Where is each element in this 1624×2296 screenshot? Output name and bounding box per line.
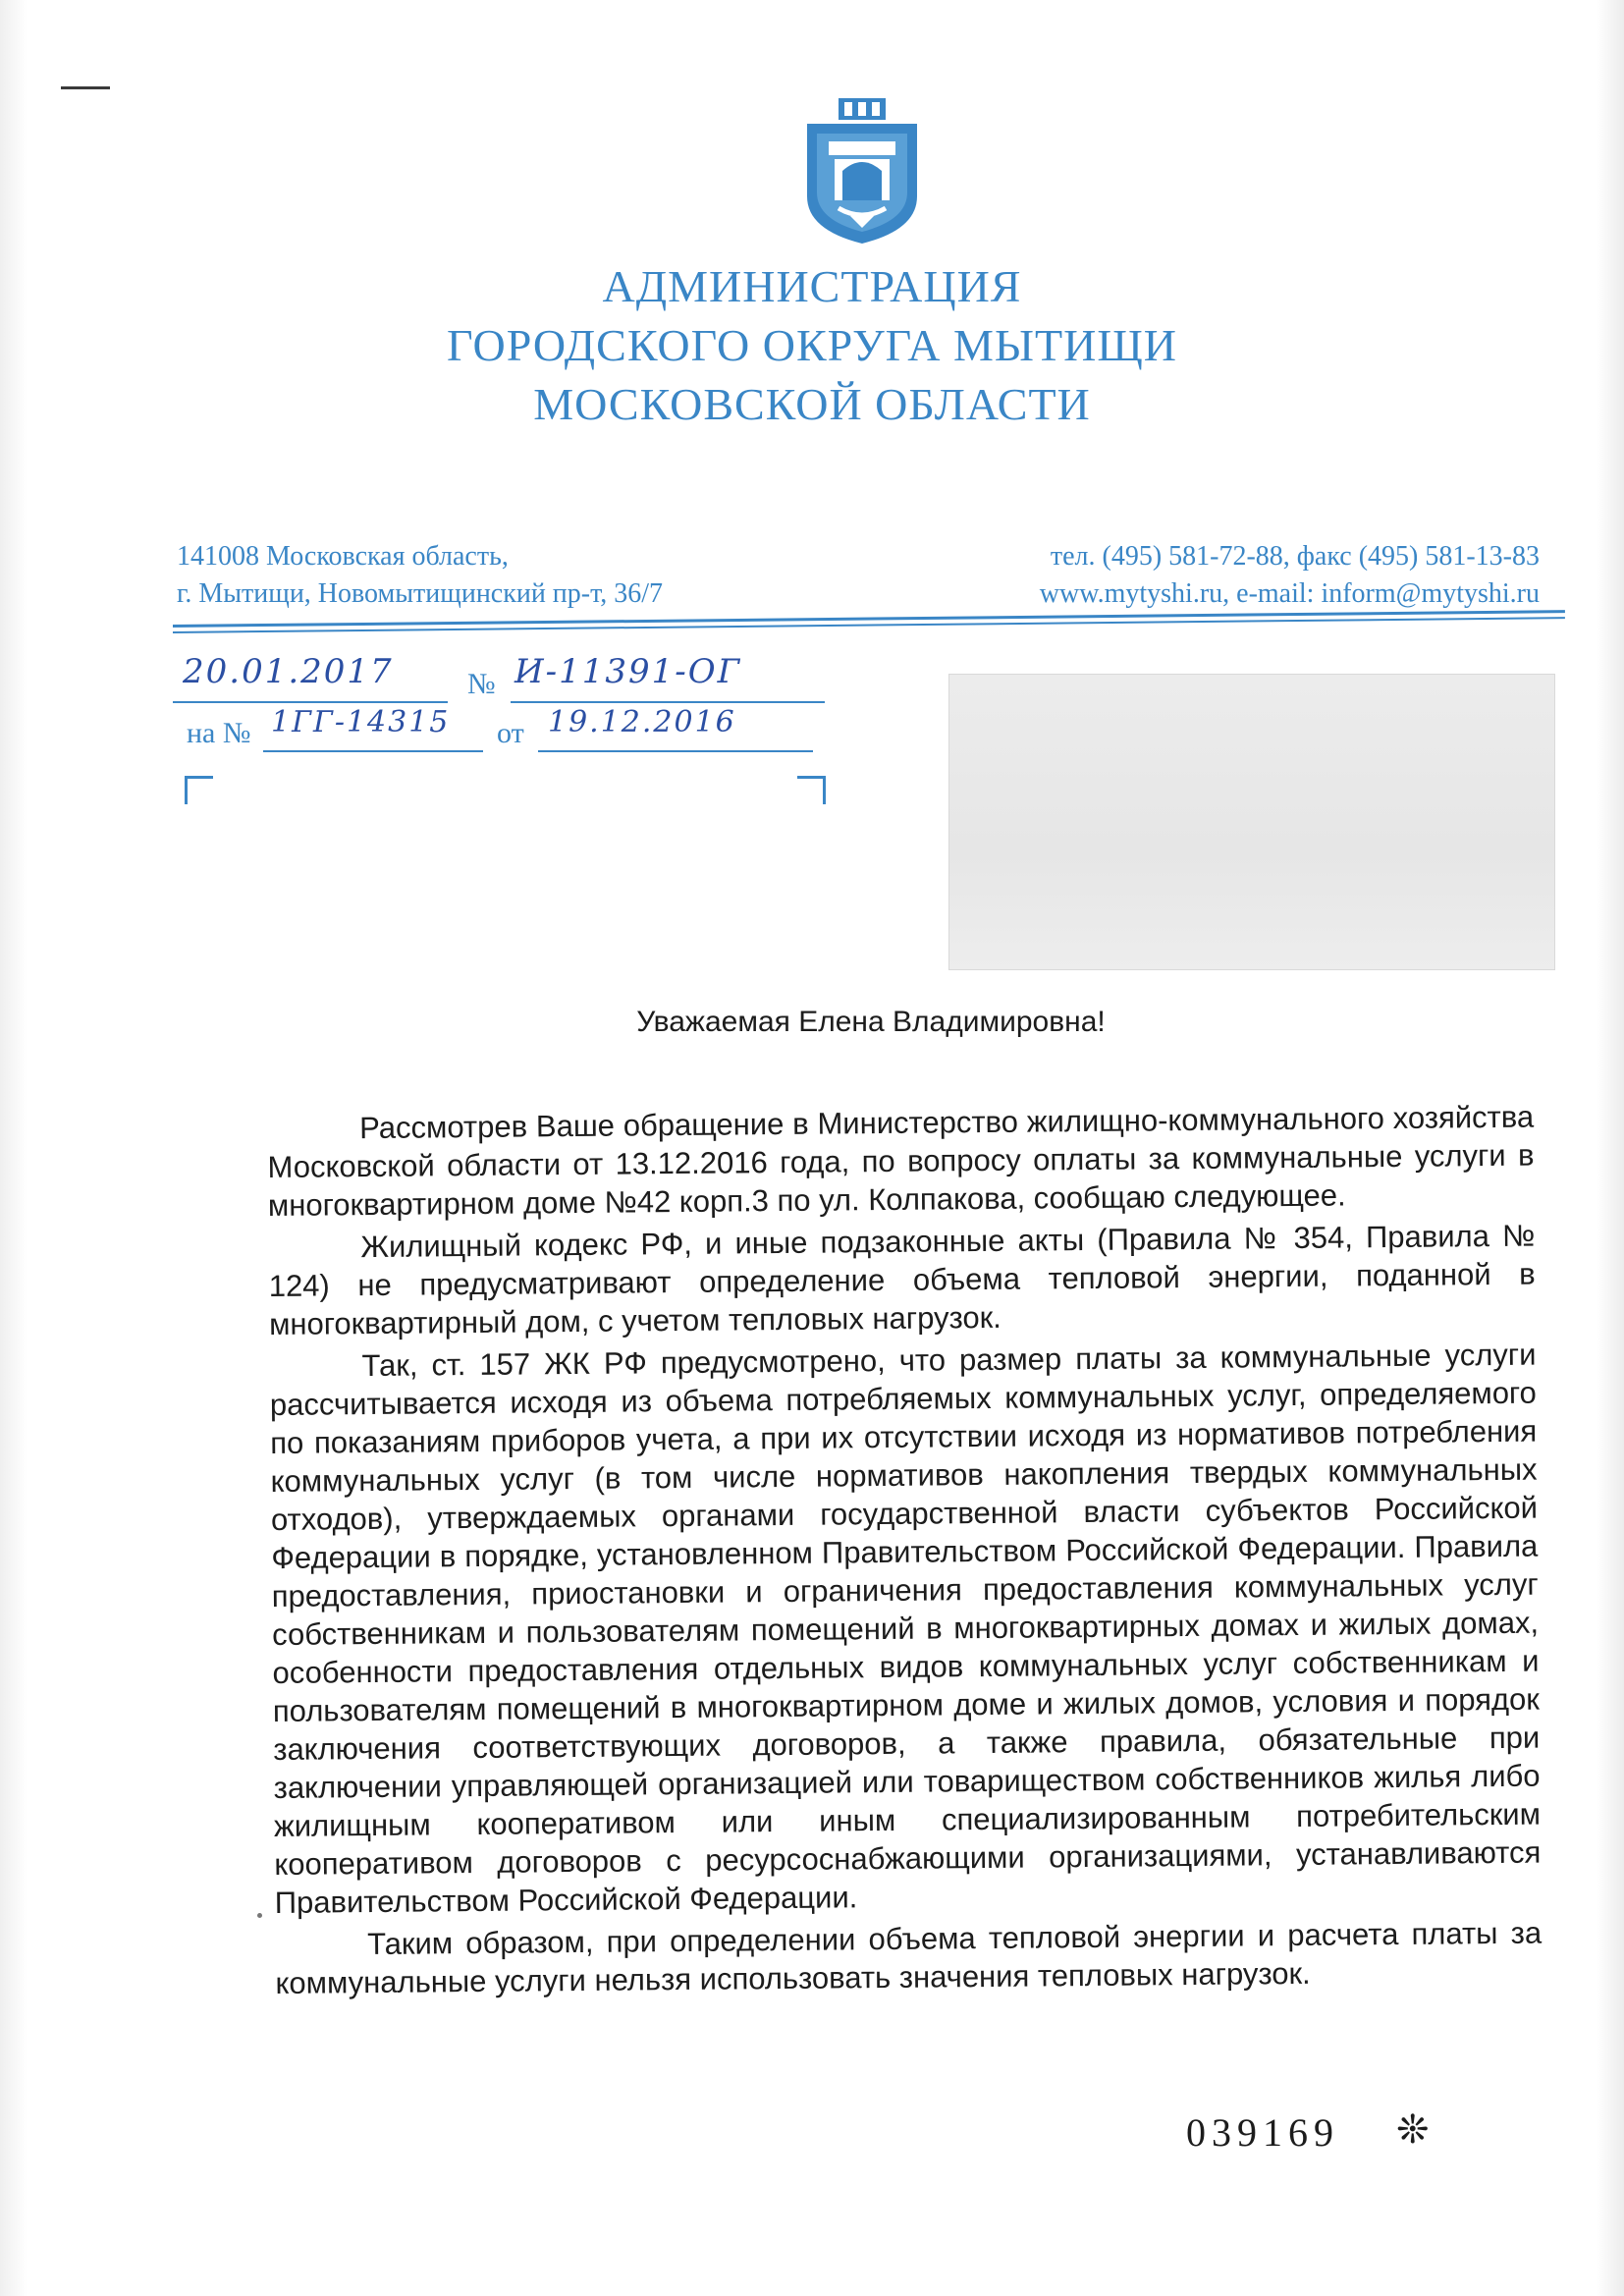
paragraph-3: Так, ст. 157 ЖК РФ предусмотрено, что размер платы за коммунальные услуги рассчитывается исходя из объема потребляемых коммунальных услуг, определяемого по показаниям приборов учета, а при их отсутствии исходя из нормативов потребления коммунальных услуг (в том числе нормативов накопления твердых коммунальных отходов), утверждаемых органами государственной власти субъектов Российской Федерации в порядке, установленном Правительством Российской Федерации. Правила предоставления, приостановки и ограничения предоставления коммунальных услуг собственникам и пользователям помещений в многоквартирных домах и жилых домах, особенности предоставления отдельных видов коммунальных услуг собственникам и пользователям помещений в многоквартирном доме и жилых домов, условия и порядок заключения соответствующих договоров, а также правила, обязательные при заключении управляющей организацией или товариществом собственников жилья либо жилищным кооперативом или иным специализированным потребительским кооперативом договоров с ресурсоснабжающими организациями, устанавливаются Правительством Российской Федерации. bbox=[269, 1337, 1542, 1920]
outgoing-number: И-11391-ОГ bbox=[514, 652, 742, 691]
number-label: № bbox=[467, 668, 496, 700]
address-line2: г. Мытищи, Новомытищинский пр-т, 36/7 bbox=[177, 578, 664, 609]
addressee-bracket-right bbox=[797, 776, 826, 804]
org-name-line2: ГОРОДСКОГО ОКРУГА МЫТИЩИ bbox=[447, 320, 1177, 370]
paragraph-1: Рассмотрев Ваше обращение в Министерство жилищно-коммунального хозяйства Московской области от 13.12.2016 года, по вопросу оплаты за коммунальные услуги в многоквартирном доме №42 корп.3 по ул. Колпакова, сообщаю следующее. bbox=[267, 1099, 1535, 1223]
document-serial-number: 039169 bbox=[1186, 2110, 1339, 2155]
addressee-bracket-left bbox=[185, 776, 213, 804]
registration-block bbox=[173, 648, 860, 825]
coat-of-arms-emblem bbox=[799, 98, 925, 246]
address-block bbox=[177, 538, 663, 613]
organization-name bbox=[0, 257, 1624, 434]
corner-mark bbox=[61, 86, 110, 89]
contact-block bbox=[1040, 538, 1540, 613]
reference-date: 19.12.2016 bbox=[548, 705, 736, 739]
ref-date-underline bbox=[538, 750, 813, 752]
greeting: Уважаемая Елена Владимировна! bbox=[636, 1006, 1106, 1038]
asterisk-mark: ❊ bbox=[1396, 2108, 1430, 2152]
ref-number-underline bbox=[263, 750, 483, 752]
phone-fax-line: тел. (495) 581-72-88, факс (495) 581-13-83 bbox=[1050, 541, 1540, 572]
outgoing-date: 20.01.2017 bbox=[183, 652, 394, 691]
scan-speck bbox=[257, 1913, 262, 1918]
reference-number: 1ГГ-14315 bbox=[271, 705, 451, 739]
paragraph-4: Таким образом, при определении объема тепловой энергии и расчета платы за коммунальные услуги нельзя использовать значения тепловых нагрузок. bbox=[275, 1915, 1543, 2000]
address-line1: 141008 Московская область, bbox=[177, 541, 509, 572]
redacted-addressee-area bbox=[948, 674, 1555, 970]
org-name-line1: АДМИНИСТРАЦИЯ bbox=[602, 261, 1022, 311]
date-underline bbox=[173, 701, 448, 703]
web-email-line: www.mytyshi.ru, e-mail: inform@mytyshi.ru bbox=[1039, 578, 1540, 609]
letter-body bbox=[267, 1098, 1543, 2006]
reference-date-label: от bbox=[497, 717, 524, 749]
org-name-line3: МОСКОВСКОЙ ОБЛАСТИ bbox=[533, 379, 1091, 429]
reference-label: на № bbox=[187, 717, 251, 749]
number-underline bbox=[511, 701, 825, 703]
paragraph-2: Жилищный кодекс РФ, и иные подзаконные акты (Правила № 354, Правила № 124) не предусматривают определение объема тепловой энергии, поданной в многоквартирный дом, с учетом тепловых нагрузок. bbox=[268, 1218, 1536, 1341]
